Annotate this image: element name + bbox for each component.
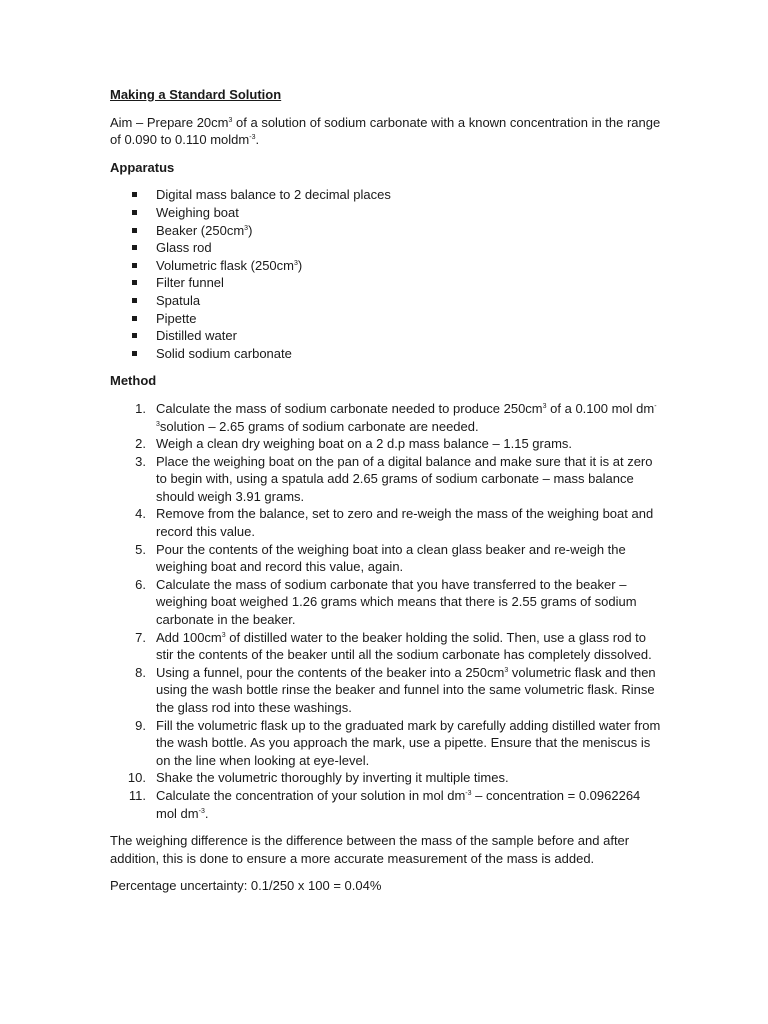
method-step [110,453,662,506]
method-step-sup: 3 [542,402,547,410]
method-step-text: Pour the contents of the weighing boat into a clean glass beaker and re-weigh the weighing boat and record this value, again. [156,541,626,575]
apparatus-item-text: Glass rod [156,240,212,256]
bullet-icon [132,228,137,233]
bullet-icon [132,192,137,197]
method-step-text: . [204,805,209,821]
method-step-text: Using a funnel, pour the contents of the beaker into a 250cm [156,664,505,680]
apparatus-list [110,186,662,362]
method-step-number: 6. [135,576,146,592]
method-step [110,629,662,664]
method-step-number: 5. [135,541,146,557]
bullet-icon [132,333,137,338]
method-step-sup: 3 [221,631,226,639]
method-step [110,435,662,453]
apparatus-item-text: Filter funnel [156,275,224,291]
apparatus-item [110,186,662,204]
bullet-icon [132,210,137,215]
apparatus-item [110,239,662,257]
method-step-text: Remove from the balance, set to zero and re-weigh the mass of the weighing boat and record this value. [156,506,654,540]
bullet-icon [132,245,137,250]
method-step [110,400,662,435]
method-step-number: 7. [135,629,146,645]
document-page [110,86,662,905]
method-step-text: Fill the volumetric flask up to the graduated mark by carefully adding distilled water from the wash bottle. As you approach the mark, use a pipette. Ensure that the meniscus is on the line when looking at eye-level. [156,717,661,768]
method-step-text: Weigh a clean dry weighing boat on a 2 d.p mass balance – 1.15 grams. [156,436,573,452]
method-heading: Method [110,373,157,389]
method-step-sup: -3 [156,402,657,428]
aim-paragraph [110,114,662,149]
apparatus-item-text: Digital mass balance to 2 decimal places [156,187,391,203]
bullet-icon [132,316,137,321]
method-step-number: 1. [135,400,146,416]
apparatus-item-after: ) [248,222,253,238]
apparatus-item-text: Distilled water [156,328,237,344]
apparatus-item-text: Pipette [156,310,197,326]
apparatus-item [110,222,662,240]
aim-sup-1: 3 [228,116,233,124]
apparatus-item-sup: 3 [244,224,249,232]
method-step-number: 3. [135,453,146,469]
aim-sup-2: -3 [249,134,256,142]
apparatus-item-text: Volumetric flask (250cm [156,257,294,273]
method-step [110,576,662,629]
apparatus-item [110,310,662,328]
bullet-icon [132,298,137,303]
apparatus-item [110,327,662,345]
method-step [110,541,662,576]
aim-text-middle: of a solution of sodium carbonate with a known concentration in the range of 0.090 to 0.110 moldm [110,114,661,148]
method-step-text: of distilled water to the beaker holding the solid. Then, use a glass rod to stir the contents of the beaker until all the sodium carbonate has completely dissolved. [156,629,652,663]
method-step-text: Add 100cm [156,629,222,645]
apparatus-item [110,292,662,310]
method-step-number: 9. [135,717,146,733]
method-step-number: 2. [135,436,146,452]
method-step-text: Place the weighing boat on the pan of a digital balance and make sure that it is at zero to begin with, using a spatula add 2.65 grams of sodium carbonate – mass balance should weigh 3.91 grams. [156,453,653,504]
method-step-number: 8. [135,664,146,680]
aim-text-after: . [255,132,260,148]
aim-text-before: Aim – Prepare 20cm [110,114,229,130]
method-step-text: Calculate the mass of sodium carbonate needed to produce 250cm [156,400,543,416]
apparatus-item-text: Beaker (250cm [156,222,245,238]
apparatus-item-text: Solid sodium carbonate [156,345,292,361]
apparatus-item-after: ) [297,257,303,273]
method-step [110,664,662,717]
method-step-number: 4. [135,506,146,522]
apparatus-item-text: Weighing boat [156,204,239,220]
method-step-number: 11. [128,787,146,803]
method-step-sup: -3 [465,789,472,797]
bullet-icon [132,280,137,285]
apparatus-item [110,204,662,222]
bullet-icon [132,351,137,356]
bullet-icon [132,263,137,268]
apparatus-item [110,274,662,292]
method-step-text: – concentration = 0.0962264 mol dm [156,787,641,821]
method-step-text: Shake the volumetric thoroughly by inverting it multiple times. [156,770,509,786]
document-title: Making a Standard Solution [110,87,282,102]
method-step-sup: -3 [198,807,205,815]
apparatus-item-sup: 3 [294,259,298,267]
method-step-text: solution – 2.65 grams of sodium carbonate are needed. [159,418,479,434]
method-list [110,400,662,822]
method-step-text: of a 0.100 mol dm [546,400,655,416]
apparatus-item [110,257,662,275]
apparatus-item-text: Spatula [156,292,201,308]
method-step [110,769,662,787]
weighing-note: The weighing difference is the difference between the mass of the sample before and after addition, this is done to ensure a more accurate measurement of the mass is added. [110,833,630,866]
method-step [110,787,662,822]
apparatus-item [110,345,662,363]
method-step-number: 10. [127,770,146,786]
uncertainty-line: Percentage uncertainty: 0.1/250 x 100 = 0.04% [110,878,382,894]
apparatus-heading: Apparatus [110,159,175,175]
method-step [110,717,662,770]
method-step-text: Calculate the concentration of your solution in mol dm [156,787,466,803]
method-step [110,505,662,540]
method-step-text: volumetric flask and then using the wash bottle rinse the beaker and funnel into the same volumetric flask. Rinse the glass rod into these washings. [156,664,656,715]
method-step-sup: 3 [504,666,509,674]
method-step-text: Calculate the mass of sodium carbonate that you have transferred to the beaker – weighing boat weighed 1.26 grams which means that there is 2.55 grams of sodium carbonate in the beaker. [156,576,637,628]
